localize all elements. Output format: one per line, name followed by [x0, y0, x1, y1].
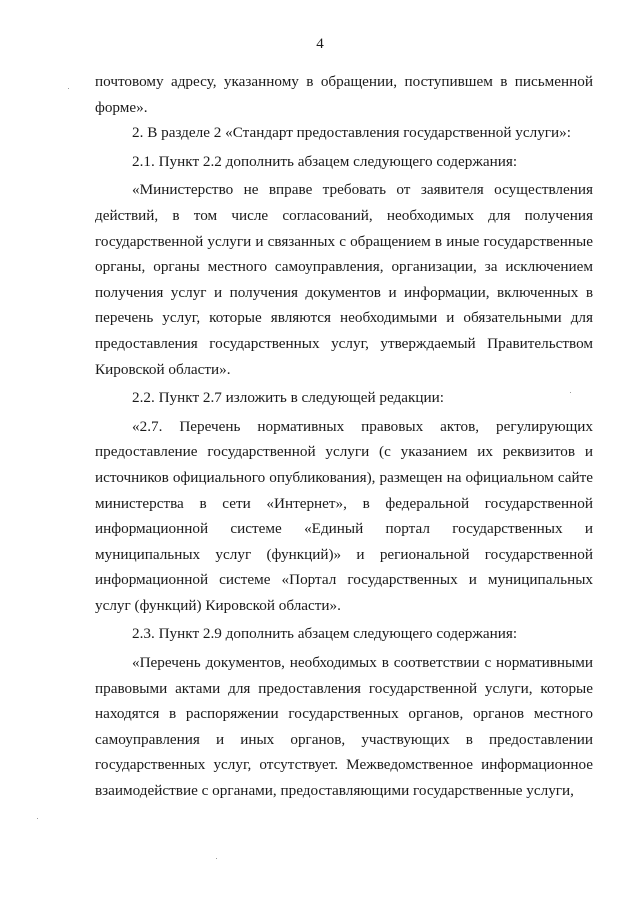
paragraph-quote-2-7: «2.7. Перечень нормативных правовых актов, регулирующих предоставление государственной услуги (с указанием их реквизитов и источников официального опубликования), размещен на официальном сайте министерства в сети «Интернет», в федеральной государственной информационной системе «Единый портал государственных и муниципальных услуг (функций)» и региональной государственной информационной системе «Портал государственных и муниципальных услуг (функций) Кировской области».: [95, 417, 593, 614]
scan-speck: [570, 392, 571, 393]
paragraph-continuation: почтовому адресу, указанному в обращении, поступившем в письменной форме».: [95, 73, 593, 116]
paragraph-quote-2-9: «Перечень документов, необходимых в соответствии с нормативными правовыми актами для предоставления государственной услуги, которые находятся в распоряжении государственных органов, органов местного самоуправления и иных органов, участвующих в предоставлении государственных услуг, отсутствует. Межведомственное информационное взаимодействие с органами, предоставляющими государственные услуги,: [95, 654, 593, 800]
scan-speck: [68, 88, 69, 89]
paragraph-quote-2-2: «Министерство не вправе требовать от заявителя осуществления действий, в том числе согласований, необходимых для получения государственной услуги и связанных с обращением в иные государственные органы, органы местного самоуправления, организации, за исключением получения услуг и получения документов и информации, включенных в перечень услуг, которые являются необходимыми и обязательными для предоставления государственных услуг, утверждаемый Правительством Кировской области».: [95, 181, 593, 378]
scan-speck: [216, 858, 217, 859]
paragraph-section-2: 2. В разделе 2 «Стандарт предоставления государственной услуги»:: [132, 124, 571, 142]
scan-speck: [37, 818, 38, 819]
paragraph-item-2-3: 2.3. Пункт 2.9 дополнить абзацем следующего содержания:: [132, 625, 518, 643]
paragraph-item-2-1: 2.1. Пункт 2.2 дополнить абзацем следующего содержания:: [132, 152, 518, 170]
page-number: 4: [316, 36, 324, 52]
document-body: [95, 69, 593, 804]
paragraph-item-2-2: 2.2. Пункт 2.7 изложить в следующей редакции:: [132, 389, 445, 407]
